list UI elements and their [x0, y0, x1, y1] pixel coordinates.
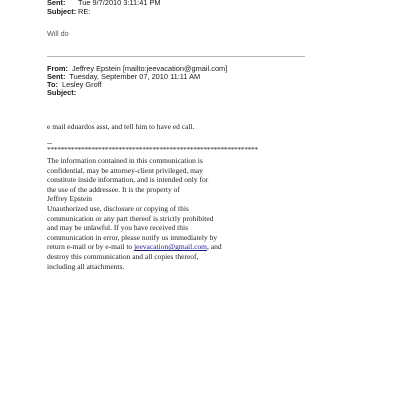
subject-label: Subject:	[47, 7, 77, 16]
original-sent-value: Tuesday, September 07, 2010 11:11 AM	[69, 72, 201, 81]
reply-text: Will do	[47, 29, 69, 38]
disclaimer-text: , and	[206, 242, 222, 252]
disclaimer-line: constitute inside information, and is intended only for	[47, 175, 209, 185]
to-value: Lesley Groff	[62, 80, 102, 89]
disclaimer-line: communication or any part thereof is strictly prohibited	[47, 213, 214, 223]
disclaimer-line: including all attachments.	[47, 261, 125, 271]
to-label: To:	[47, 80, 58, 89]
disclaimer-line	[47, 242, 222, 252]
subject-value: RE:	[78, 7, 91, 16]
top-sent-row	[47, 0, 161, 7]
disclaimer-line: communication in error, please notify us immediately by	[47, 232, 218, 242]
email-link[interactable]: jeevacation@gmail.com	[134, 242, 207, 252]
disclaimer-line: Jeffrey Epstein	[47, 194, 93, 204]
signature-separator: --	[47, 138, 52, 147]
sent-value: Tue 9/7/2010 3:11:41 PM	[78, 0, 161, 7]
disclaimer-line: the use of the addressee. It is the property of	[47, 184, 180, 194]
disclaimer-line: The information contained in this communication is	[47, 156, 203, 165]
top-subject-row	[47, 7, 90, 16]
disclaimer-line: Unauthorized use, disclosure or copying of this	[47, 203, 189, 213]
header-divider	[47, 56, 305, 57]
disclaimer-line: destroy this communication and all copies thereof,	[47, 251, 199, 261]
from-label: From:	[47, 64, 68, 73]
disclaimer-line: confidential, may be attorney-client privileged, may	[47, 165, 203, 175]
confidentiality-disclaimer	[47, 156, 222, 271]
from-value: Jeffrey Epstein [mailto:jeevacation@gmail.com]	[72, 64, 228, 73]
sent-label: Sent:	[47, 0, 66, 7]
disclaimer-line: and may be unlawful. If you have received this	[47, 223, 188, 233]
original-subject-label: Subject:	[47, 88, 77, 97]
message-body: e mail eduardos asst, and tell him to have ed call.	[47, 122, 195, 131]
original-sent-label: Sent:	[47, 72, 66, 81]
star-divider: **************************************************************	[47, 145, 258, 154]
disclaimer-text: return e-mail or by e-mail to	[47, 242, 135, 252]
original-subject-row	[47, 88, 76, 97]
